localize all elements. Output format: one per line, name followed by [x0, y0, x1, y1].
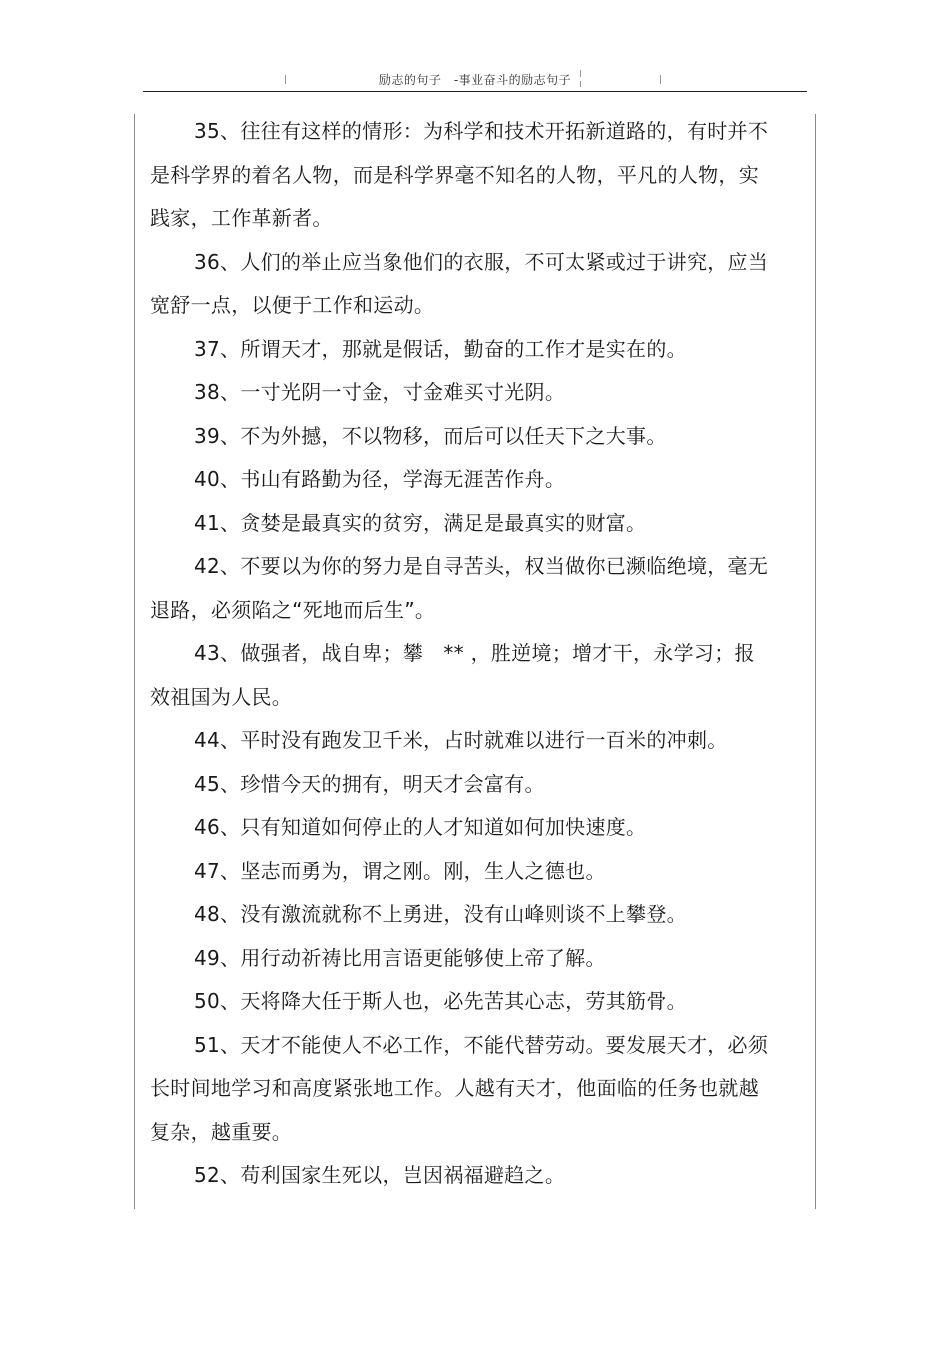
- quote-item: 47、坚志而勇为，谓之刚。刚，生人之德也。: [194, 858, 606, 883]
- quote-item: 50、天将降大任于斯人也，必先苦其心志，劳其筋骨。: [194, 989, 687, 1013]
- quote-item: 51、天才不能使人不必工作，不能代替劳动。要发展天才，必须长时间地学习和高度紧张地工作。人越有天才，他面临的任务也就越复杂，越重要。: [150, 1032, 769, 1144]
- quote-item: 42、不要以为你的努力是自寻苦头，权当做你已濒临绝境，毫无退路，必须陷之“死地而后生”。: [150, 554, 769, 622]
- quote-item: 35、往往有这样的情形：为科学和技术开拓新道路的，有时并不是科学界的着名人物，而是科学界毫不知名的人物，平凡的人物，实践家，工作革新者。: [150, 119, 769, 230]
- quote-item: 38、一寸光阴一寸金，寸金难买寸光阴。: [194, 380, 566, 404]
- quote-item: 46、只有知道如何停止的人才知道如何加快速度。: [194, 815, 647, 839]
- quote-item: 39、不为外撼，不以物移，而后可以任天下之大事。: [194, 423, 667, 448]
- quote-item: 36、人们的举止应当象他们的衣服，不可太紧或过于讲究，应当宽舒一点，以便于工作和运动。: [150, 249, 769, 317]
- quote-item: 49、用行动祈祷比用言语更能够使上帝了解。: [194, 945, 606, 970]
- header-title: 励志的句子 -事业奋斗的励志句子: [378, 73, 572, 87]
- quote-item: 44、平时没有跑发卫千米，占时就难以进行一百米的冲刺。: [194, 728, 728, 752]
- page-header: [143, 62, 807, 92]
- frame-right-border: [815, 114, 816, 1209]
- quote-item: 41、贪婪是最真实的贫穷，满足是最真实的财富。: [194, 510, 647, 535]
- quote-item: 37、所谓天才，那就是假话，勤奋的工作才是实在的。: [194, 336, 687, 361]
- quote-item: 43、做强者，战自卑；攀 ** ，胜逆境；增才干，永学习；报效祖国为人民。: [150, 641, 755, 709]
- header-rule: [143, 91, 807, 92]
- frame-left-border: [134, 114, 135, 1209]
- quote-item: 48、没有激流就称不上勇进，没有山峰则谈不上攀登。: [194, 902, 687, 926]
- quote-list: [150, 110, 775, 1198]
- quote-item: 52、苟利国家生死以，岂因祸福避趋之。: [194, 1163, 566, 1187]
- quote-item: 45、珍惜今天的拥有，明天才会富有。: [194, 771, 545, 796]
- quote-item: 40、书山有路勤为径，学海无涯苦作舟。: [194, 467, 566, 491]
